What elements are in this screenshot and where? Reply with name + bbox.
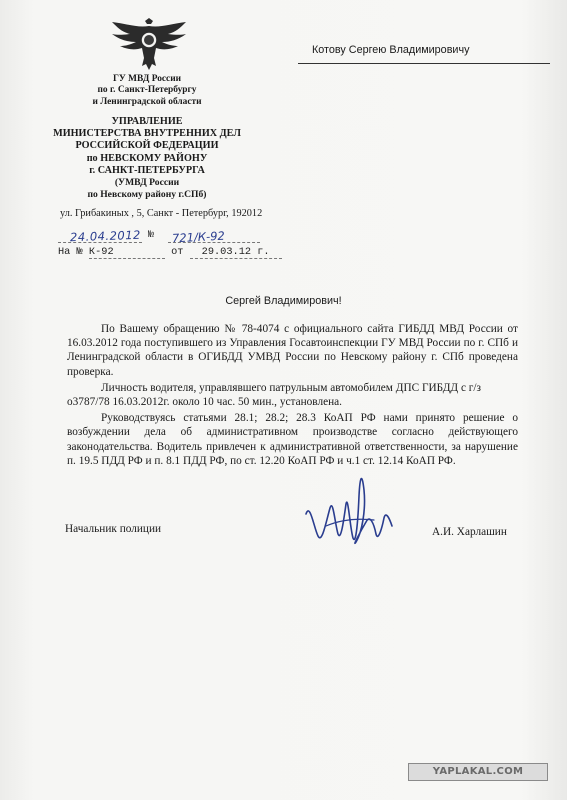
department-name — [42, 116, 252, 201]
dept-line: по Невскому району г.СПб) — [87, 189, 207, 201]
handwritten-signature-icon — [296, 462, 406, 552]
letter-body — [67, 322, 518, 470]
body-paragraph: Руководствуясь статьями 28.1; 28.2; 28.3 КоАП РФ нами принято решение о возбуждении дела об административном производстве согласно действующего законодательства. Водитель привлечен к административной ответственности, за нарушение п. 19.5 ПДД РФ и п. 8.1 ПДД РФ, по ст. 12.20 КоАП РФ и ч.1 ст. 12.14 КоАП РФ. — [67, 412, 518, 467]
body-paragraph: По Вашему обращению № 78-4074 с официального сайта ГИБДД МВД России от 16.03.2012 года поступившего из Управления Госавтоинспекции ГУ МВД России по г. СПб и Ленинградской области в ОГИБДД УМВД России по Невскому району г. СПб проведена проверка. — [67, 323, 518, 378]
agency-line: по г. Санкт-Петербургу — [97, 85, 197, 96]
dept-line: г. САНКТ-ПЕТЕРБУРГА — [89, 164, 205, 176]
agency-line: и Ленинградской области — [92, 96, 202, 107]
ref-number: К-92 — [89, 246, 165, 259]
number-underline — [168, 242, 260, 243]
recipient-underline — [298, 63, 550, 64]
registration-date: 24.04.2012 — [69, 227, 142, 245]
dept-line: по НЕВСКОМУ РАЙОНУ — [86, 152, 208, 164]
signatory-position: Начальник полиции — [65, 523, 162, 535]
body-paragraph: Личность водителя, управлявшего патрульным автомобилем ДПС ГИБДД с г/з о3787/78 16.03.2012г. около 10 час. 50 мин., установлена. — [67, 381, 482, 409]
signatory-name: А.И. Харлашин — [432, 526, 507, 538]
sender-address: ул. Грибакиных , 5, Санкт - Петербург, 192012 — [60, 208, 263, 219]
agency-name — [42, 74, 252, 108]
salutation: Сергей Владимирович! — [225, 295, 342, 307]
recipient-name: Котову Сергею Владимировичу — [312, 44, 470, 56]
date-underline — [58, 242, 142, 243]
reference-line — [58, 246, 282, 259]
registration-number-label: № — [148, 230, 155, 241]
eagle-emblem-icon — [108, 18, 190, 74]
dept-line: РОССИЙСКОЙ ФЕДЕРАЦИИ — [75, 140, 219, 152]
ref-date: 29.03.12 г. — [190, 246, 282, 259]
dept-line: (УМВД России — [114, 177, 180, 189]
site-watermark: YAPLAKAL.COM — [408, 763, 548, 781]
dept-line: МИНИСТЕРСТВА ВНУТРЕННИХ ДЕЛ — [53, 128, 241, 140]
dept-line: УПРАВЛЕНИЕ — [111, 116, 183, 127]
agency-line: ГУ МВД России — [112, 74, 182, 84]
ref-prefix: На № — [58, 246, 83, 258]
registration-number: 721/К-92 — [171, 228, 226, 246]
ref-from: от — [171, 246, 184, 258]
